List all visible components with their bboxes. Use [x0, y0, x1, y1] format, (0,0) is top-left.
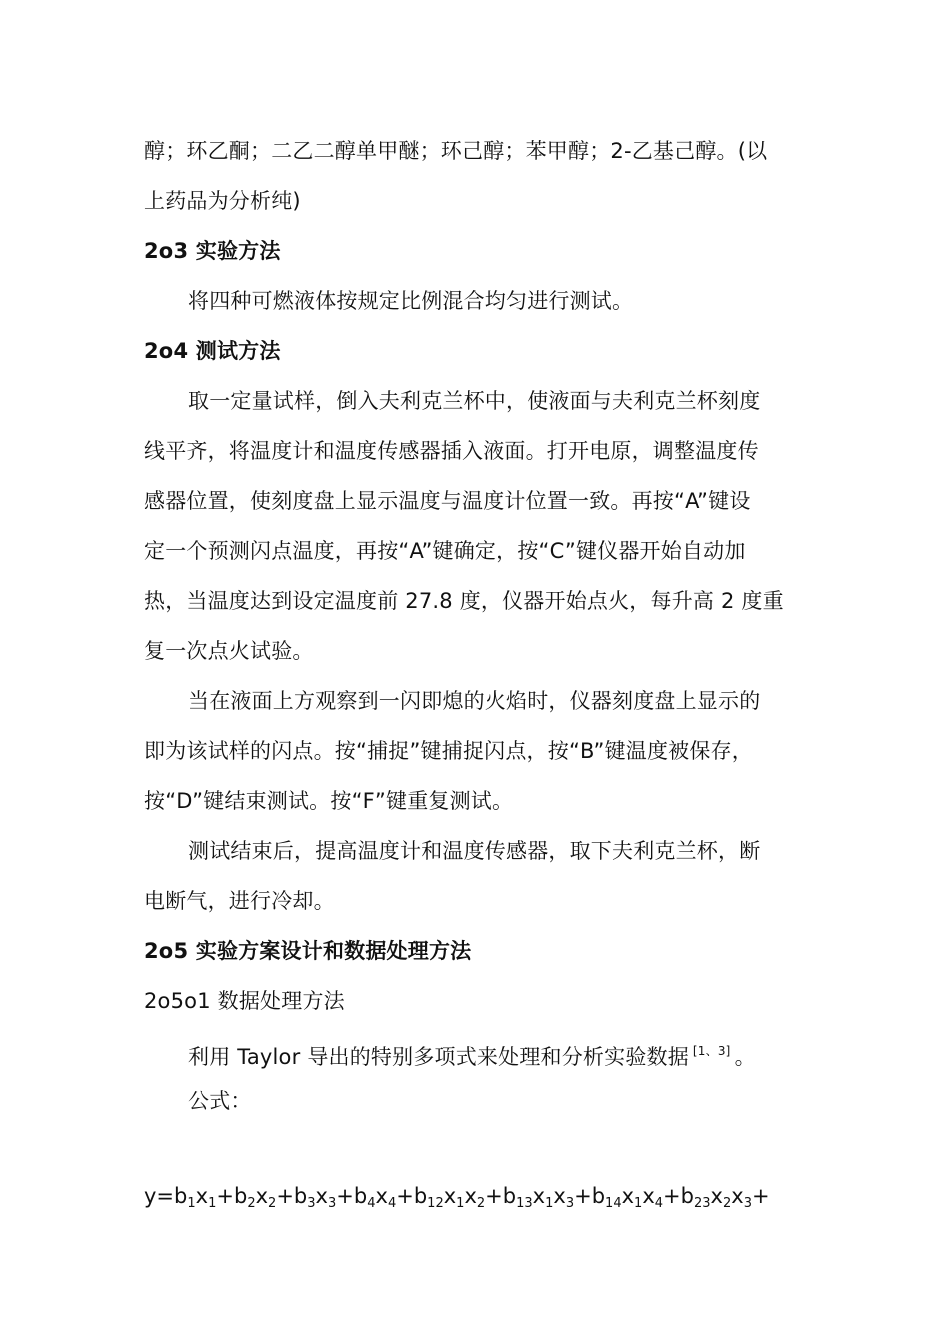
formula-coefficient-subscript: 3 [307, 1196, 316, 1211]
formula-coefficient: b [591, 1184, 606, 1208]
formula-term [680, 1184, 770, 1211]
formula-term [591, 1184, 681, 1211]
formula-variable: x [443, 1184, 457, 1208]
formula-operator: + [751, 1184, 770, 1208]
formula-variable: x [255, 1184, 269, 1208]
paragraph-test-line-3: 感器位置，使刻度盘上显示温度与温度计位置一致。再按“A”键设 [144, 489, 751, 513]
formula-variable-subscript: 4 [387, 1196, 397, 1211]
paragraph-taylor-text: 利用 Taylor 导出的特别多项式来处理和分析实验数据 [188, 1045, 689, 1069]
formula-variable: x [710, 1184, 723, 1208]
formula-coefficient: b [502, 1184, 517, 1208]
formula-variable: x [532, 1184, 546, 1208]
formula-variable-subscript: 2 [476, 1196, 486, 1211]
heading-2-5: 2o5 实验方案设计和数据处理方法 [144, 939, 472, 963]
formula-term [353, 1184, 414, 1211]
formula-coefficient: b [353, 1184, 368, 1208]
paragraph-test-line-4: 定一个预测闪点温度，再按“A”键确定，按“C”键仪器开始自动加 [144, 539, 746, 563]
formula-variable: x [315, 1184, 328, 1208]
formula-coefficient-subscript: 1 [187, 1196, 196, 1211]
formula-variable-subscript: 1 [634, 1196, 643, 1211]
formula-variable-subscript: 3 [743, 1196, 752, 1211]
formula-variable-subscript: 1 [208, 1196, 217, 1211]
formula-variable-subscript: 4 [654, 1196, 664, 1211]
formula-coefficient: b [293, 1184, 308, 1208]
formula-term [233, 1184, 294, 1211]
paragraph-test-line-1: 取一定量试样，倒入夫利克兰杯中，使液面与夫利克兰杯刻度 [188, 389, 761, 413]
formula-coefficient-subscript: 4 [367, 1196, 376, 1211]
formula-variable: x [642, 1184, 655, 1208]
formula-coefficient-subscript: 23 [693, 1196, 711, 1211]
formula-coefficient: y=b [144, 1184, 188, 1208]
formula-term [502, 1184, 592, 1211]
paragraph-taylor-end: 。 [734, 1045, 756, 1069]
formula-term [413, 1184, 503, 1211]
formula-variable-subscript: 1 [456, 1196, 465, 1211]
paragraph-test-line-2: 线平齐，将温度计和温度传感器插入液面。打开电原，调整温度传 [144, 439, 759, 463]
paragraph-reagents-line-2: 上药品为分析纯) [144, 189, 301, 213]
formula-variable-subscript: 3 [565, 1196, 575, 1211]
formula-label: 公式： [188, 1089, 252, 1113]
formula-operator: + [485, 1184, 503, 1208]
paragraph-flash-line-2: 即为该试样的闪点。按“捕捉”键捕捉闪点，按“B”键温度被保存， [144, 739, 753, 763]
paragraph-end-line-2: 电断气，进行冷却。 [144, 889, 335, 913]
formula-variable: x [195, 1184, 209, 1208]
formula-operator: + [396, 1184, 414, 1208]
paragraph-test-line-5: 热，当温度达到设定温度前 27.8 度，仪器开始点火，每升高 2 度重 [144, 589, 784, 613]
formula-variable: x [464, 1184, 477, 1208]
formula-coefficient-subscript: 13 [516, 1196, 533, 1211]
formula-variable: x [731, 1184, 744, 1208]
heading-2-3: 2o3 实验方法 [144, 239, 281, 263]
paragraph-test-line-6: 复一次点火试验。 [144, 639, 314, 663]
formula-coefficient-subscript: 2 [247, 1196, 256, 1211]
formula-operator: + [574, 1184, 592, 1208]
paragraph-flash-line-3: 按“D”键结束测试。按“F”键重复测试。 [144, 789, 514, 813]
heading-2-5-1: 2o5o1 数据处理方法 [144, 989, 345, 1013]
formula-coefficient: b [413, 1184, 428, 1208]
formula-operator: + [336, 1184, 354, 1208]
formula-variable: x [375, 1184, 388, 1208]
formula-term [293, 1184, 354, 1211]
paragraph-flash-line-1: 当在液面上方观察到一闪即熄的火焰时，仪器刻度盘上显示的 [188, 689, 761, 713]
paragraph-taylor [188, 1036, 756, 1072]
formula-variable-subscript: 2 [268, 1196, 277, 1211]
formula-coefficient: b [680, 1184, 694, 1208]
formula-variable: x [621, 1184, 635, 1208]
formula-operator: + [216, 1184, 234, 1208]
heading-2-4: 2o4 测试方法 [144, 339, 281, 363]
paragraph-end-line-1: 测试结束后，提高温度计和温度传感器，取下夫利克兰杯，断 [188, 839, 761, 863]
citation-reference: [1、3] [692, 1044, 731, 1058]
formula-coefficient-subscript: 12 [427, 1196, 444, 1211]
formula-term [144, 1184, 234, 1211]
formula-coefficient-subscript: 14 [605, 1196, 622, 1211]
paragraph-reagents-line-1: 醇；环乙酮；二乙二醇单甲醚；环己醇；苯甲醇；2-乙基己醇。(以 [144, 139, 768, 163]
paragraph-method-line-1: 将四种可燃液体按规定比例混合均匀进行测试。 [188, 289, 634, 313]
formula-operator: + [663, 1184, 681, 1208]
formula-variable-subscript: 3 [327, 1196, 337, 1211]
formula-variable-subscript: 1 [545, 1196, 554, 1211]
formula-operator: + [276, 1184, 294, 1208]
formula-coefficient: b [233, 1184, 248, 1208]
formula-variable-subscript: 2 [722, 1196, 732, 1211]
formula-variable: x [553, 1184, 566, 1208]
regression-formula [144, 1181, 770, 1211]
